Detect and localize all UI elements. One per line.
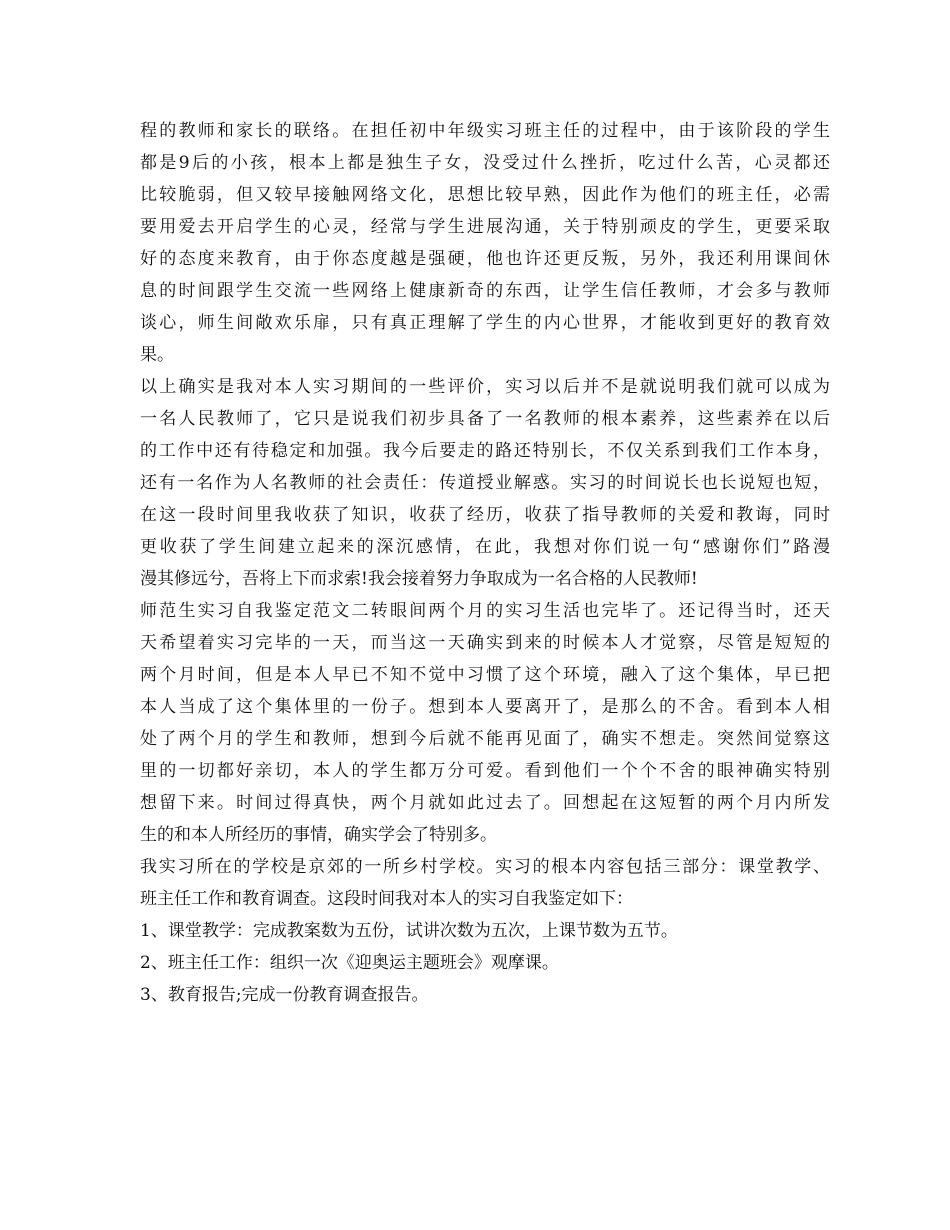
text-line: 班主任工作和教育调查。这段时间我对本人的实习自我鉴定如下： [140,889,633,909]
text-line: 要用爱去开启学生的心灵，经常与学生进展沟通，关于特别顽皮的学生，更要采取 [140,217,830,237]
text-line: 生的和本人所经历的事情，确实学会了特别多。 [140,825,497,845]
text-line: 谈心，师生间敞欢乐扉，只有真正理解了学生的内心世界，才能收到更好的教育效 [140,313,830,333]
text-line: 在这一段时间里我收获了知识，收获了经历，收获了指导教师的关爱和教诲，同时 [140,505,830,525]
text-line: 处了两个月的学生和教师，想到今后就不能再见面了，确实不想走。突然间觉察这 [140,729,830,749]
text-line: 我实习所在的学校是京郊的一所乡村学校。实习的根本内容包括三部分：课堂教学、 [140,857,830,877]
text-line: 程的教师和家长的联络。在担任初中年级实习班主任的过程中，由于该阶段的学生 [140,121,830,141]
text-line: 息的时间跟学生交流一些网络上健康新奇的东西，让学生信任教师，才会多与教师 [140,281,830,301]
text-line: 果。 [140,345,174,365]
text-line: 漫其修远兮，吾将上下而求索!我会接着努力争取成为一名合格的人民教师! [140,569,698,589]
text-line: 1、课堂教学：完成教案数为五份，试讲次数为五次，上课节数为五节。 [140,921,678,941]
text-line: 3、教育报告;完成一份教育调查报告。 [140,985,429,1005]
text-line: 都是9后的小孩，根本上都是独生子女，没受过什么挫折，吃过什么苦，心灵都还 [140,153,830,173]
document-body [140,115,830,1011]
text-line: 2、班主任工作：组织一次《迎奥运主题班会》观摩课。 [140,953,559,973]
text-line: 里的一切都好亲切，本人的学生都万分可爱。看到他们一个个不舍的眼神确实特别 [140,761,830,781]
text-line: 想留下来。时间过得真快，两个月就如此过去了。回想起在这短暂的两个月内所发 [140,793,830,813]
text-line: 好的态度来教育，由于你态度越是强硬，他也许还更反叛，另外，我还利用课间休 [140,249,830,269]
text-line: 两个月时间，但是本人早已不知不觉中习惯了这个环境，融入了这个集体，早已把 [140,665,830,685]
text-line: 师范生实习自我鉴定范文二转眼间两个月的实习生活也完毕了。还记得当时，还天 [140,601,830,621]
text-line: 的工作中还有待稳定和加强。我今后要走的路还特别长，不仅关系到我们工作本身， [140,441,830,461]
text-line: 一名人民教师了，它只是说我们初步具备了一名教师的根本素养，这些素养在以后 [140,409,830,429]
text-line: 本人当成了这个集体里的一份子。想到本人要离开了，是那么的不舍。看到本人相 [140,697,830,717]
text-line: 以上确实是我对本人实习期间的一些评价，实习以后并不是就说明我们就可以成为 [140,377,830,397]
text-line: 更收获了学生间建立起来的深沉感情，在此，我想对你们说一句“感谢你们”路漫 [140,537,830,557]
text-line: 比较脆弱，但又较早接触网络文化，思想比较早熟，因此作为他们的班主任，必需 [140,185,830,205]
text-line: 还有一名作为人名教师的社会责任：传道授业解惑。实习的时间说长也长说短也短， [140,473,830,493]
text-line: 天希望着实习完毕的一天，而当这一天确实到来的时候本人才觉察，尽管是短短的 [140,633,830,653]
